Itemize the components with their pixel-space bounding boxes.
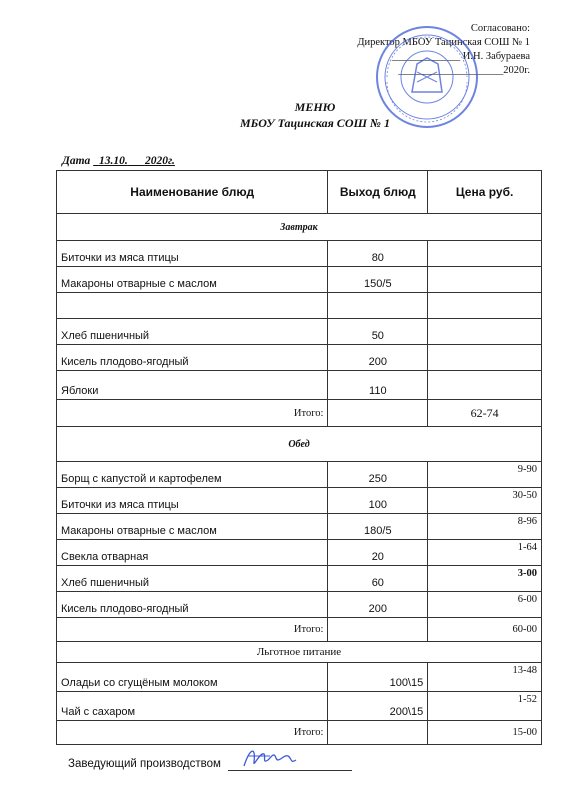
section-breakfast [57,214,542,241]
dish-portion: 200\15 [328,692,428,721]
dish-portion: 60 [328,566,428,592]
school-title: МБОУ Тацинская СОШ № 1 [240,116,390,130]
total-value: 15-00 [428,721,542,745]
dish-portion: 150/5 [328,267,428,293]
dish-price: 1-64 [428,540,542,566]
header-portion: Выход блюд [328,171,428,214]
dish-name: Борщ с капустой и картофелем [57,462,328,488]
section-benefit [57,642,542,663]
dish-name: Чай с сахаром [57,692,328,721]
table-row [57,319,542,345]
dish-name: Макароны отварные с маслом [57,514,328,540]
dish-price: 6-00 [428,592,542,618]
table-row [57,692,542,721]
total-value: 60-00 [428,618,542,642]
total-label: Итого: [57,721,328,745]
table-row [57,663,542,692]
dish-name: Оладьи со сгущёным молоком [57,663,328,692]
total-empty-cell [328,721,428,745]
dish-price [428,267,542,293]
dish-price: 3-00 [428,566,542,592]
section-lunch [57,427,542,462]
dish-name: Кисель плодово-ягодный [57,345,328,371]
dish-portion: 80 [328,241,428,267]
table-row [57,514,542,540]
date-value: 13.10. [98,155,128,167]
table-header-row [57,171,542,214]
table-row [57,345,542,371]
header-price: Цена руб. [428,171,542,214]
table-row [57,267,542,293]
date-line [62,155,175,167]
dish-name: Макароны отварные с маслом [57,267,328,293]
dish-name: Хлеб пшеничный [57,566,328,592]
dish-portion [328,293,428,319]
dish-portion: 50 [328,319,428,345]
table-row [57,371,542,400]
dish-portion: 200 [328,345,428,371]
dish-portion: 250 [328,462,428,488]
signature-icon [240,742,300,772]
dish-name: Хлеб пшеничный [57,319,328,345]
total-row [57,618,542,642]
total-empty-cell [328,618,428,642]
dish-price: 9-90 [428,462,542,488]
table-row [57,293,542,319]
footer-label: Заведующий производством [68,758,221,770]
dish-price [428,371,542,400]
table-row [57,241,542,267]
total-label: Итого: [57,618,328,642]
dish-portion: 100 [328,488,428,514]
total-value: 62-74 [428,400,542,427]
approval-line-1: Согласовано: [470,23,530,34]
dish-name: Биточки из мяса птицы [57,241,328,267]
dish-name: Яблоки [57,371,328,400]
dish-portion: 20 [328,540,428,566]
total-label: Итого: [57,400,328,427]
dish-price [428,345,542,371]
table-row [57,462,542,488]
dish-portion: 180/5 [328,514,428,540]
dish-name: Свекла отварная [57,540,328,566]
dish-price: 8-96 [428,514,542,540]
total-row [57,721,542,745]
dish-portion: 100\15 [328,663,428,692]
table-row [57,540,542,566]
table-row [57,566,542,592]
dish-price: 1-52 [428,692,542,721]
menu-table [56,170,542,745]
dish-price [428,293,542,319]
section-label: Завтрак [57,214,542,241]
dish-name: Кисель плодово-ягодный [57,592,328,618]
date-label: Дата [62,155,91,167]
dish-portion: 200 [328,592,428,618]
dish-name [57,293,328,319]
section-label: Льготное питание [57,642,542,663]
dish-portion: 110 [328,371,428,400]
section-label: Обед [57,427,542,462]
dish-price [428,319,542,345]
date-value-wrap [93,155,175,167]
approval-line-4: ____________________2020г. [398,65,530,76]
total-empty-cell [328,400,428,427]
header-dish-name: Наименование блюд [57,171,328,214]
dish-name: Биточки из мяса птицы [57,488,328,514]
dish-price: 13-48 [428,663,542,692]
total-row [57,400,542,427]
table-row [57,488,542,514]
date-year: 2020г. [144,155,175,167]
table-row [57,592,542,618]
dish-price: 30-50 [428,488,542,514]
approval-line-3: _____________ И.Н. Забураева [391,51,530,62]
menu-title: МЕНЮ [294,100,336,114]
dish-price [428,241,542,267]
approval-line-2: Директор МБОУ Тацинская СОШ № 1 [357,37,530,48]
